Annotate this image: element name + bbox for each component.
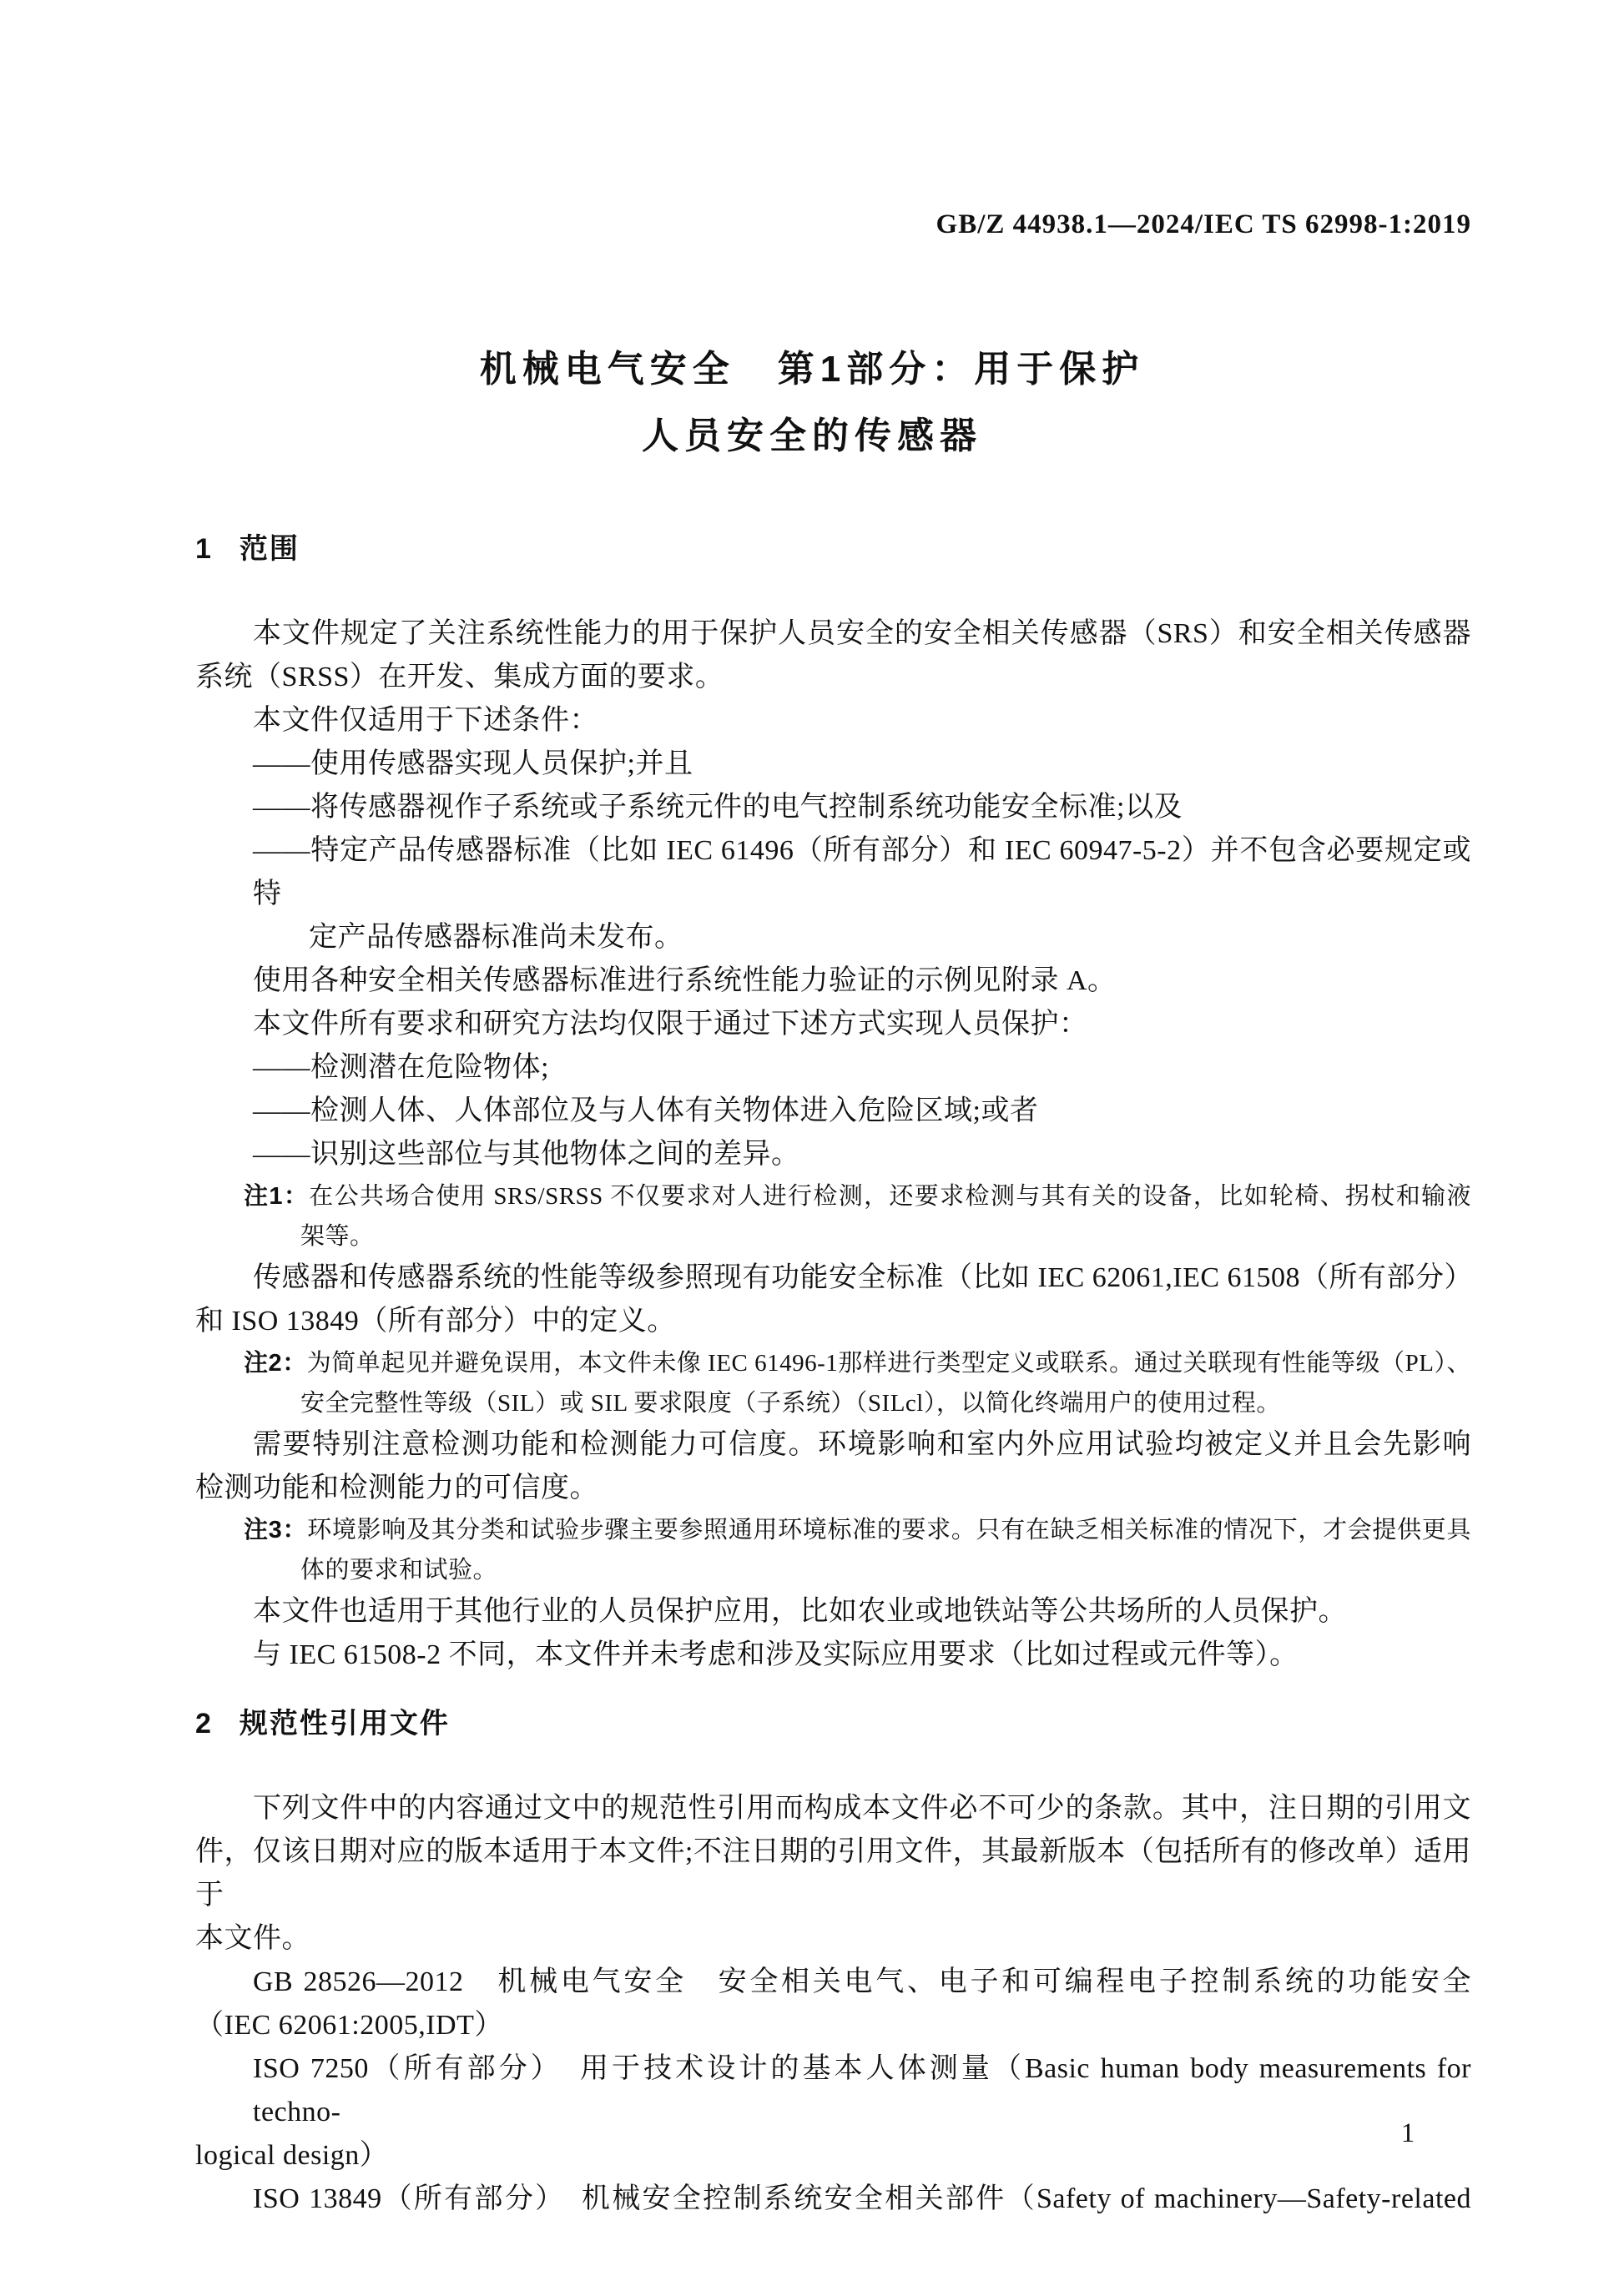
paragraph-line: ——特定产品传感器标准（比如 IEC 61496（所有部分）和 IEC 60947-5-2）并不包含必要规定或特 (253, 835, 1471, 909)
paragraph-line: 本文件仅适用于下述条件： (253, 705, 598, 736)
note-line: 架等。 (300, 1223, 375, 1250)
note-line (195, 1510, 1471, 1550)
note-line: 安全完整性等级（SIL）或 SIL 要求限度（子系统）（SILcl），以简化终端用户的使用过程。 (300, 1390, 1281, 1417)
paragraph-line: 使用各种安全相关传感器标准进行系统性能力验证的示例见附录 A。 (253, 965, 1117, 996)
paragraph-line: 与 IEC 61508-2 不同，本文件并未考虑和涉及实际应用要求（比如过程或元件等）。 (253, 1639, 1299, 1670)
paragraph-line: ——使用传感器实现人员保护;并且 (253, 748, 693, 779)
paragraph-line: 传感器和传感器系统的性能等级参照现有功能安全标准（比如 IEC 62061,IEC 61508（所有部分） (253, 1262, 1474, 1293)
paragraph-line: 定产品传感器标准尚未发布。 (309, 922, 683, 953)
paragraph-line: 本文件规定了关注系统性能力的用于保护人员安全的安全相关传感器（SRS）和安全相关传感器 (253, 618, 1471, 649)
paragraph-line: 和 ISO 13849（所有部分）中的定义。 (195, 1306, 676, 1337)
paragraph-line: ——检测人体、人体部位及与人体有关物体进入危险区域;或者 (253, 1095, 1039, 1126)
section-title: 规范性引用文件 (239, 1708, 450, 1740)
paragraph-line: ——检测潜在危险物体; (253, 1052, 549, 1083)
paragraph-line: ——将传感器视作子系统或子系统元件的电气控制系统功能安全标准;以及 (253, 792, 1183, 823)
content-column (195, 502, 1474, 2221)
section-heading (195, 1707, 1471, 1740)
section-heading (195, 532, 1471, 566)
note-text: 环境影响及其分类和试验步骤主要参照通用环境标准的要求。只有在缺乏相关标准的情况下，才会提供更具 (307, 1517, 1471, 1543)
paragraph-line: logical design） (195, 2140, 389, 2171)
section-number: 2 (195, 1708, 213, 1740)
paragraph-line: 本文件。 (195, 1923, 310, 1954)
note-line (195, 1176, 1471, 1216)
paragraph-line: ISO 7250（所有部分） 用于技术设计的基本人体测量（Basic human body measurements for techno- (253, 2053, 1471, 2127)
document-title-line-2: 人员安全的传感器 (642, 415, 982, 456)
note-text: 为简单起见并避免误用，本文件未像 IEC 61496-1那样进行类型定义或联系。通过关联现有性能等级（PL）、 (306, 1350, 1471, 1377)
paragraph-line: 系统（SRSS）在开发、集成方面的要求。 (195, 662, 724, 692)
paragraph-line: 下列文件中的内容通过文中的规范性引用而构成本文件必不可少的条款。其中，注日期的引用文 (253, 1793, 1471, 1824)
section-number: 1 (195, 533, 213, 565)
paragraph-line: 件，仅该日期对应的版本适用于本文件;不注日期的引用文件，其最新版本（包括所有的修改单）适用于 (195, 1836, 1471, 1911)
note-line: 体的要求和试验。 (300, 1557, 498, 1584)
running-header-standard-number: GB/Z 44938.1—2024/IEC TS 62998-1:2019 (936, 209, 1471, 239)
section-title: 范围 (239, 533, 300, 565)
paragraph-line: ISO 13849（所有部分） 机械安全控制系统安全相关部件（Safety of machinery—Safety-related (253, 2183, 1471, 2214)
page-number: 1 (1400, 2118, 1415, 2148)
paragraph-line: GB 28526—2012 机械电气安全 安全相关电气、电子和可编程电子控制系统的功能安全 (253, 1966, 1471, 1997)
note-line (195, 1343, 1471, 1383)
paragraph-line: 需要特别注意检测功能和检测能力可信度。环境影响和室内外应用试验均被定义并且会先影响 (253, 1429, 1471, 1460)
note-label: 注2： (244, 1350, 307, 1377)
note-label: 注3： (244, 1517, 308, 1543)
document-title-line-1: 机械电气安全 第1部分：用于保护 (479, 349, 1145, 390)
paragraph-line: 本文件所有要求和研究方法均仅限于通过下述方式实现人员保护： (253, 1009, 1088, 1040)
note-text: 在公共场合使用 SRS/SRSS 不仅要求对人进行检测，还要求检测与其有关的设备，比如轮椅、拐杖和输液 (309, 1183, 1471, 1210)
paragraph-line: ——识别这些部位与其他物体之间的差异。 (253, 1139, 800, 1170)
paragraph-line: 检测功能和检测能力的可信度。 (195, 1473, 598, 1503)
paragraph-line: 本文件也适用于其他行业的人员保护应用，比如农业或地铁站等公共场所的人员保护。 (253, 1596, 1347, 1627)
document-title (0, 336, 1624, 470)
paragraph-line: （IEC 62061:2005,IDT） (195, 2010, 503, 2041)
note-label: 注1： (244, 1183, 310, 1210)
